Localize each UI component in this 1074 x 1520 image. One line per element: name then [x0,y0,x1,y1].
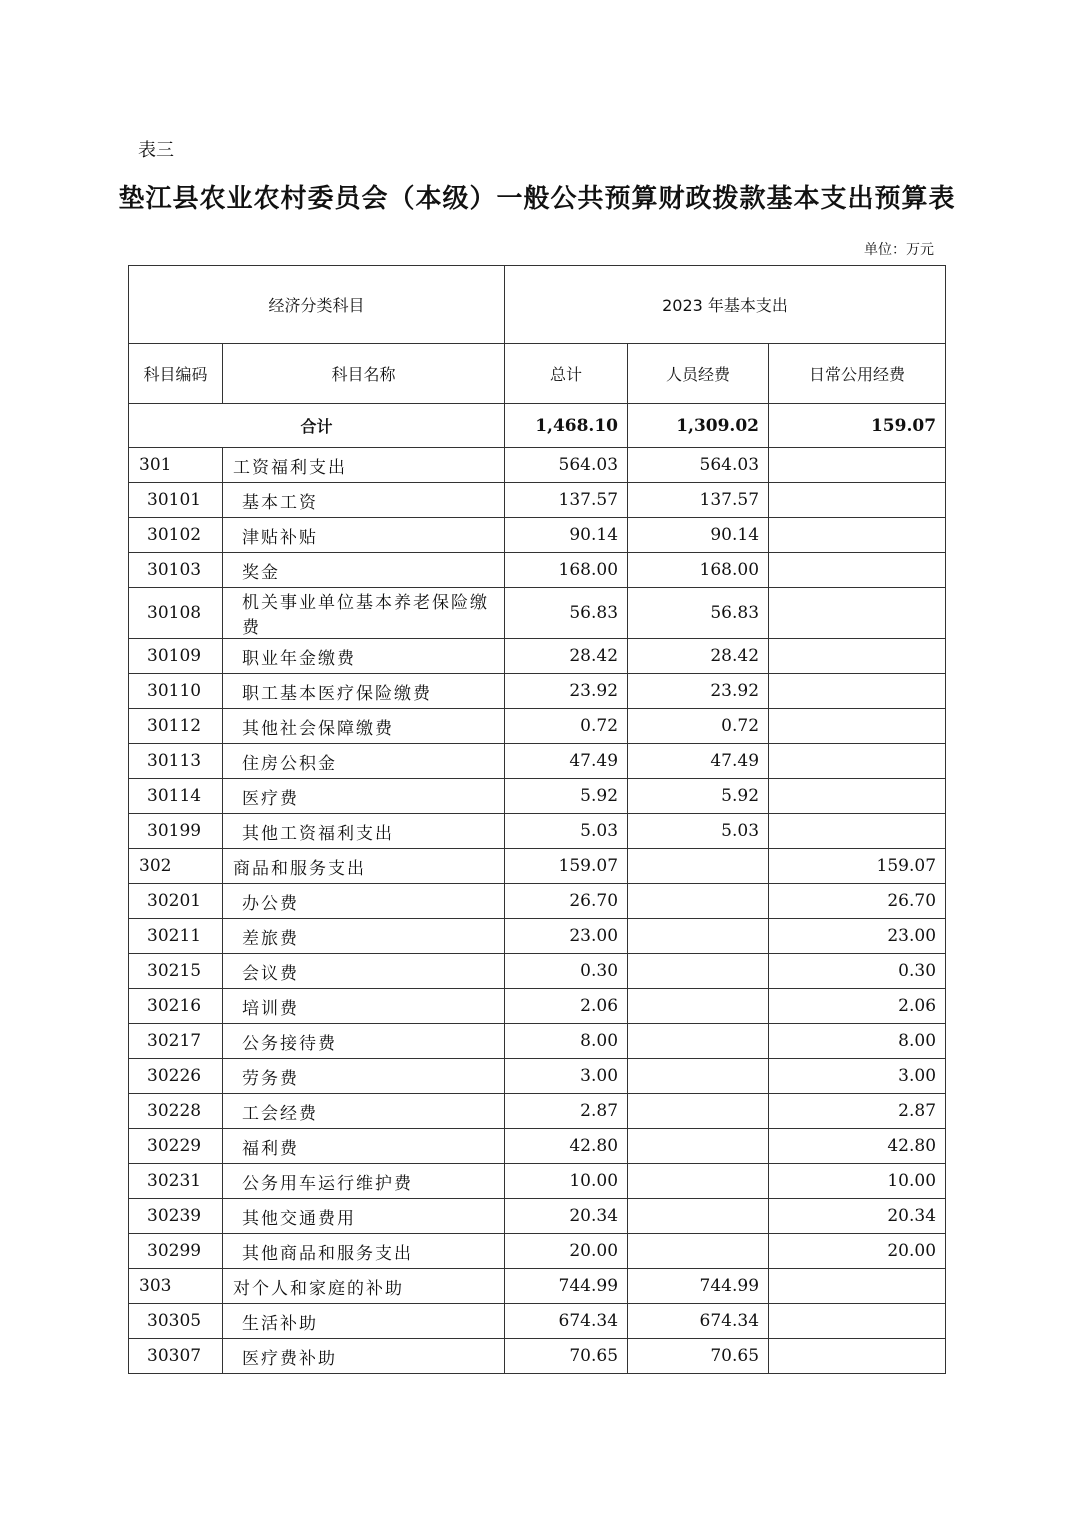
header-personnel: 人员经费 [628,344,769,404]
row-public: 10.00 [769,1164,946,1199]
table-row [129,989,946,1024]
row-name: 培训费 [223,989,505,1024]
table-row [129,1059,946,1094]
row-code: 30114 [129,779,223,814]
row-personnel [628,919,769,954]
row-total: 8.00 [505,1024,628,1059]
table-row [129,483,946,518]
row-total: 137.57 [505,483,628,518]
header-econ-category: 经济分类科目 [129,266,505,344]
row-total: 23.92 [505,674,628,709]
table-row [129,1094,946,1129]
table-row [129,1199,946,1234]
row-total: 2.06 [505,989,628,1024]
row-public [769,1339,946,1374]
row-code: 30229 [129,1129,223,1164]
row-personnel [628,1164,769,1199]
row-personnel: 744.99 [628,1269,769,1304]
row-total: 564.03 [505,448,628,483]
row-total: 3.00 [505,1059,628,1094]
header-year-expense: 2023 年基本支出 [505,266,946,344]
row-personnel: 674.34 [628,1304,769,1339]
row-public: 42.80 [769,1129,946,1164]
row-name: 劳务费 [223,1059,505,1094]
row-personnel: 137.57 [628,483,769,518]
row-personnel [628,849,769,884]
table-row [129,588,946,639]
header-name: 科目名称 [223,344,505,404]
row-personnel: 56.83 [628,588,769,639]
row-public [769,674,946,709]
row-name: 机关事业单位基本养老保险缴费 [223,588,505,639]
row-public [769,1304,946,1339]
row-total: 70.65 [505,1339,628,1374]
table-row [129,884,946,919]
row-name: 工资福利支出 [223,448,505,483]
table-row [129,518,946,553]
row-personnel [628,1129,769,1164]
row-code: 30211 [129,919,223,954]
row-code: 30109 [129,639,223,674]
row-total: 674.34 [505,1304,628,1339]
row-total: 47.49 [505,744,628,779]
table-row [129,744,946,779]
row-personnel: 5.03 [628,814,769,849]
row-public: 159.07 [769,849,946,884]
row-code: 30226 [129,1059,223,1094]
row-personnel: 5.92 [628,779,769,814]
table-row [129,448,946,483]
row-public: 20.00 [769,1234,946,1269]
table-row [129,674,946,709]
table-row [129,639,946,674]
row-name: 其他社会保障缴费 [223,709,505,744]
row-total: 744.99 [505,1269,628,1304]
row-name: 住房公积金 [223,744,505,779]
row-total: 20.00 [505,1234,628,1269]
row-total: 5.03 [505,814,628,849]
total-public: 159.07 [769,404,946,448]
row-code: 30215 [129,954,223,989]
row-name: 职业年金缴费 [223,639,505,674]
row-public: 23.00 [769,919,946,954]
row-personnel: 23.92 [628,674,769,709]
row-personnel: 28.42 [628,639,769,674]
row-personnel: 47.49 [628,744,769,779]
total-sum: 1,468.10 [505,404,628,448]
row-personnel: 564.03 [628,448,769,483]
unit-note: 单位：万元 [864,242,934,258]
row-name: 办公费 [223,884,505,919]
row-code: 30108 [129,588,223,639]
document-label: 表三 [138,140,174,161]
row-public [769,553,946,588]
row-name: 基本工资 [223,483,505,518]
table-row [129,709,946,744]
budget-table [128,265,946,1374]
row-name: 公务用车运行维护费 [223,1164,505,1199]
row-personnel [628,1024,769,1059]
row-public [769,639,946,674]
row-personnel [628,884,769,919]
table-row [129,1234,946,1269]
header-public: 日常公用经费 [769,344,946,404]
row-name: 工会经费 [223,1094,505,1129]
row-public [769,1269,946,1304]
row-total: 28.42 [505,639,628,674]
row-code: 30110 [129,674,223,709]
row-name: 医疗费 [223,779,505,814]
table-row [129,954,946,989]
row-code: 30305 [129,1304,223,1339]
row-public: 2.87 [769,1094,946,1129]
table-row [129,1129,946,1164]
row-name: 生活补助 [223,1304,505,1339]
total-personnel: 1,309.02 [628,404,769,448]
row-total: 5.92 [505,779,628,814]
row-total: 56.83 [505,588,628,639]
row-personnel [628,1234,769,1269]
row-total: 0.30 [505,954,628,989]
row-code: 30112 [129,709,223,744]
table-row [129,1304,946,1339]
row-code: 30103 [129,553,223,588]
row-personnel [628,1199,769,1234]
row-total: 26.70 [505,884,628,919]
header-total: 总计 [505,344,628,404]
row-code: 30216 [129,989,223,1024]
row-name: 医疗费补助 [223,1339,505,1374]
header-code: 科目编码 [129,344,223,404]
row-code: 30199 [129,814,223,849]
row-name: 奖金 [223,553,505,588]
row-name: 其他工资福利支出 [223,814,505,849]
table-row [129,1164,946,1199]
total-row [129,404,946,448]
row-code: 30102 [129,518,223,553]
row-code: 30307 [129,1339,223,1374]
header-row-2 [129,344,946,404]
row-code: 302 [129,849,223,884]
header-row-1 [129,266,946,344]
row-public [769,518,946,553]
row-code: 30239 [129,1199,223,1234]
row-total: 2.87 [505,1094,628,1129]
row-name: 其他商品和服务支出 [223,1234,505,1269]
row-public [769,448,946,483]
row-public [769,709,946,744]
total-label: 合计 [129,404,505,448]
row-personnel [628,1094,769,1129]
row-public: 20.34 [769,1199,946,1234]
table-row [129,779,946,814]
row-personnel [628,1059,769,1094]
row-code: 303 [129,1269,223,1304]
row-public: 2.06 [769,989,946,1024]
table-row [129,919,946,954]
row-public: 8.00 [769,1024,946,1059]
row-total: 42.80 [505,1129,628,1164]
row-total: 10.00 [505,1164,628,1199]
row-public [769,483,946,518]
row-name: 其他交通费用 [223,1199,505,1234]
row-code: 30228 [129,1094,223,1129]
document-title: 垫江县农业农村委员会（本级）一般公共预算财政拨款基本支出预算表 [118,184,956,214]
row-public [769,588,946,639]
row-name: 福利费 [223,1129,505,1164]
row-public: 3.00 [769,1059,946,1094]
row-public [769,779,946,814]
row-code: 30299 [129,1234,223,1269]
row-personnel: 168.00 [628,553,769,588]
table-row [129,1339,946,1374]
row-public: 26.70 [769,884,946,919]
row-name: 商品和服务支出 [223,849,505,884]
row-code: 30231 [129,1164,223,1199]
row-total: 90.14 [505,518,628,553]
row-public: 0.30 [769,954,946,989]
row-code: 30201 [129,884,223,919]
row-code: 30217 [129,1024,223,1059]
table-row [129,553,946,588]
row-personnel: 0.72 [628,709,769,744]
table-row [129,1269,946,1304]
row-name: 差旅费 [223,919,505,954]
row-name: 公务接待费 [223,1024,505,1059]
row-total: 23.00 [505,919,628,954]
row-total: 159.07 [505,849,628,884]
row-name: 职工基本医疗保险缴费 [223,674,505,709]
row-personnel: 70.65 [628,1339,769,1374]
table-row [129,1024,946,1059]
row-name: 津贴补贴 [223,518,505,553]
table-row [129,849,946,884]
row-public [769,814,946,849]
row-code: 301 [129,448,223,483]
row-total: 168.00 [505,553,628,588]
row-public [769,744,946,779]
row-personnel [628,989,769,1024]
row-code: 30113 [129,744,223,779]
row-personnel [628,954,769,989]
row-name: 对个人和家庭的补助 [223,1269,505,1304]
row-personnel: 90.14 [628,518,769,553]
row-name: 会议费 [223,954,505,989]
row-total: 0.72 [505,709,628,744]
row-code: 30101 [129,483,223,518]
row-total: 20.34 [505,1199,628,1234]
table-row [129,814,946,849]
